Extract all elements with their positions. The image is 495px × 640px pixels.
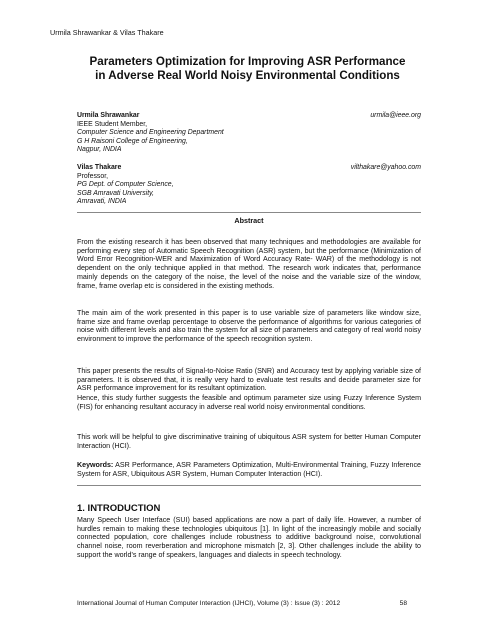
page-footer (77, 600, 421, 607)
abstract-paragraph: This work will be helpful to give discriminative training of ubiquitous ASR system for better Human Computer Interaction (HCI). (77, 433, 421, 450)
abstract-top-rule (77, 212, 421, 213)
author-name: Vilas Thakare (77, 164, 122, 171)
intro-paragraph: Many Speech User Interface (SUI) based applications are now a part of daily life. However, a number of hurdles remain to making these technologies ubiquitous [1]. In light of the increasingly mobile and socially connected population, core challenges include robustness to additive background noise, convolutional channel noise, room reverberation and microphone mismatch [2, 3]. Other challenges include the ability to support the world’s range of speakers, languages and dialects in speech technology. (77, 516, 421, 559)
paper-title (50, 55, 445, 83)
title-line-1: Parameters Optimization for Improving ASR Performance (89, 55, 406, 68)
author-affiliation-line: Professor, (77, 172, 109, 180)
abstract-heading: Abstract (234, 216, 264, 225)
author-affiliation-line: SGB Amravati University, (77, 189, 154, 197)
author-affiliation-line: IEEE Student Member, (77, 120, 148, 128)
abstract-paragraph: Hence, this study further suggests the feasible and optimum parameter size using Fuzzy Inference System (FIS) for enhancing resultant accuracy in adverse real world noisy environmental conditions. (77, 394, 421, 411)
author-block-2 (77, 164, 421, 207)
running-head: Urmila Shrawankar & Vilas Thakare (50, 28, 164, 37)
author-email: vilthakare@yahoo.com (350, 164, 421, 171)
title-line-2: in Adverse Real World Noisy Environmental Conditions (95, 69, 400, 82)
abstract-paragraph: From the existing research it has been observed that many techniques and methodologies are available for performing every step of Automatic Speech Recognition (ASR) system, but the performance (Minimization of Word Error Recognition-WER and Maximization of Word Accuracy Rate- WAR) of the methodology is not dependent on the only technique applied in that method. The research work indicates that, performance mainly depends on the category of the noise, the level of the noise and the variable size of the window, frame, frame overlap etc is considered in the existing methods. (77, 238, 421, 290)
page-number: 58 (399, 600, 407, 607)
author-name: Urmila Shrawankar (77, 112, 140, 119)
author-affiliation-line: Amravati, INDIA (77, 198, 127, 206)
author-affiliation-line: G H Raisoni College of Engineering, (77, 137, 188, 145)
abstract-paragraph: The main aim of the work presented in this paper is to use variable size of parameters like window size, frame size and frame overlap percentage to observe the performance of algorithms for various categories of noise with different levels and also train the system for all size of parameters and category of real world noisy environment to improve the performance of the speech recognition system. (77, 309, 421, 344)
keywords (77, 461, 421, 478)
abstract-bottom-rule (77, 485, 421, 486)
footer-journal: International Journal of Human Computer Interaction (IJHCI), Volume (3) : Issue (3) : 2012 (77, 600, 341, 607)
author-email: urmila@ieee.org (370, 112, 421, 119)
keywords-text: ASR Performance, ASR Parameters Optimization, Multi-Environmental Training, Fuzzy Inference System for ASR, Ubiquitous ASR System, Human Computer Interaction (HCI). (77, 461, 421, 478)
section-heading: 1. INTRODUCTION (77, 503, 161, 514)
author-affiliation-line: Computer Science and Engineering Department (77, 129, 224, 137)
keywords-label: Keywords: (77, 461, 114, 469)
abstract-paragraph: This paper presents the results of Signal-to-Noise Ratio (SNR) and Accuracy test by applying variable size of parameters. It is observed that, it is really very hard to evaluate test results and decide parameter size for ASR performance improvement for its resultant optimization. (77, 367, 421, 393)
author-affiliation-line: Nagpur, INDIA (77, 146, 122, 154)
author-block-1 (77, 112, 421, 155)
author-affiliation-line: PG Dept. of Computer Science, (77, 181, 174, 189)
